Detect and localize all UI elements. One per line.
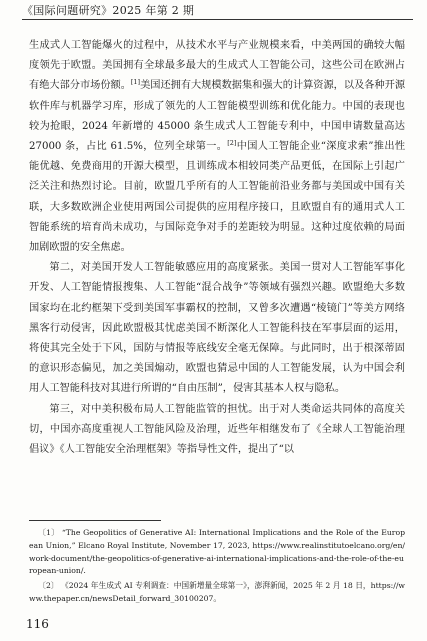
paragraph-1: [29, 36, 405, 258]
page-number: 116: [26, 617, 49, 631]
footnote-ref-2[interactable]: [2]: [227, 139, 237, 148]
paragraph-1-part-a: 生成式人工智能爆火的过程中，从技术水平与产业规模来看，中美两国的确较大幅度领先于欧盟。美国拥有全球最多最大的生成式人工智能公司，这些公司在欧洲占有绝大部分市场份额。: [29, 40, 405, 92]
footnote-2: 〔2〕 《2024 年生成式 AI 专利调查：中国新增量全球第一》，澎湃新闻，2025 年 2 月 18 日，https://www.thepaper.cn/newsDetail_forward_30100207。: [29, 581, 405, 603]
running-header: 《国际问题研究》2025 年第 2 期: [22, 4, 195, 17]
paragraph-1-part-c: 中国人工智能企业“深度求索”推出性能优越、免费商用的开源大模型，且训练成本相较同类产品更低，在国际上引起广泛关注和热烈讨论。目前，欧盟几乎所有的人工智能前沿业务都与美国或中国有关联，大多数欧洲企业使用两国公司提供的应用程序接口，且欧盟自有的通用式人工智能系统的培育尚未成功，与国际竞争对手的差距较为明显。这种过度依赖的局面加剧欧盟的安全焦虑。: [29, 141, 406, 254]
footnote-separator: [29, 520, 161, 521]
footnotes: [29, 527, 405, 608]
header-rule: [22, 19, 413, 20]
paragraph-3: 第三，对中美积极布局人工智能监管的担忧。出于对人类命运共同体的高度关切，中国亦高度重视人工智能风险及治理，近些年相继发布了《全球人工智能治理倡议》《人工智能安全治理框架》等指导性文件，提出了“以: [29, 403, 405, 456]
article-body: [29, 36, 405, 460]
paragraph-1-part-b: 美国还拥有大规模数据集和强大的计算资源，以及各种开源软件库与机器学习库，形成了领先的人工智能模型训练和优化能力。中国的表现也较为抢眼，2024 年新增的 45000 条生成式人工智能专利中，中国申请数量高达 27000 条，占比 61.5%，位列全球第一。: [29, 80, 406, 153]
footnote-ref-1[interactable]: [1]: [130, 78, 141, 87]
footnote-1: 〔1〕 “The Geopolitics of Generative AI: International Implications and the Role of the European Union,” Elcano Royal Institute, November 17, 2023, https://www.realinstitutoelcano.org/en/work-document/the-geopolitics-of-generative-ai-international-implications-and-the-role-of-the-european-union/.: [29, 528, 405, 576]
paragraph-2: 第二，对美国开发人工智能敏感应用的高度紧张。美国一贯对人工智能军事化开发、人工智能情报搜集、人工智能“混合战争”等领域有强烈兴趣。欧盟绝大多数国家均在北约框架下受到美国军事霸权的控制，又曾多次遭遇“棱镜门”等美方网络黑客行动侵害，因此欧盟极其忧虑美国不断深化人工智能科技在军事层面的运用，将使其完全处于下风，国防与情报等底线安全毫无保障。与此同时，出于根深蒂固的意识形态偏见，加之美国煽动，欧盟也猜忌中国的人工智能发展，认为中国会利用人工智能科技对其进行所谓的“自由压制”，侵害其基本人权与隐私。: [29, 262, 405, 395]
